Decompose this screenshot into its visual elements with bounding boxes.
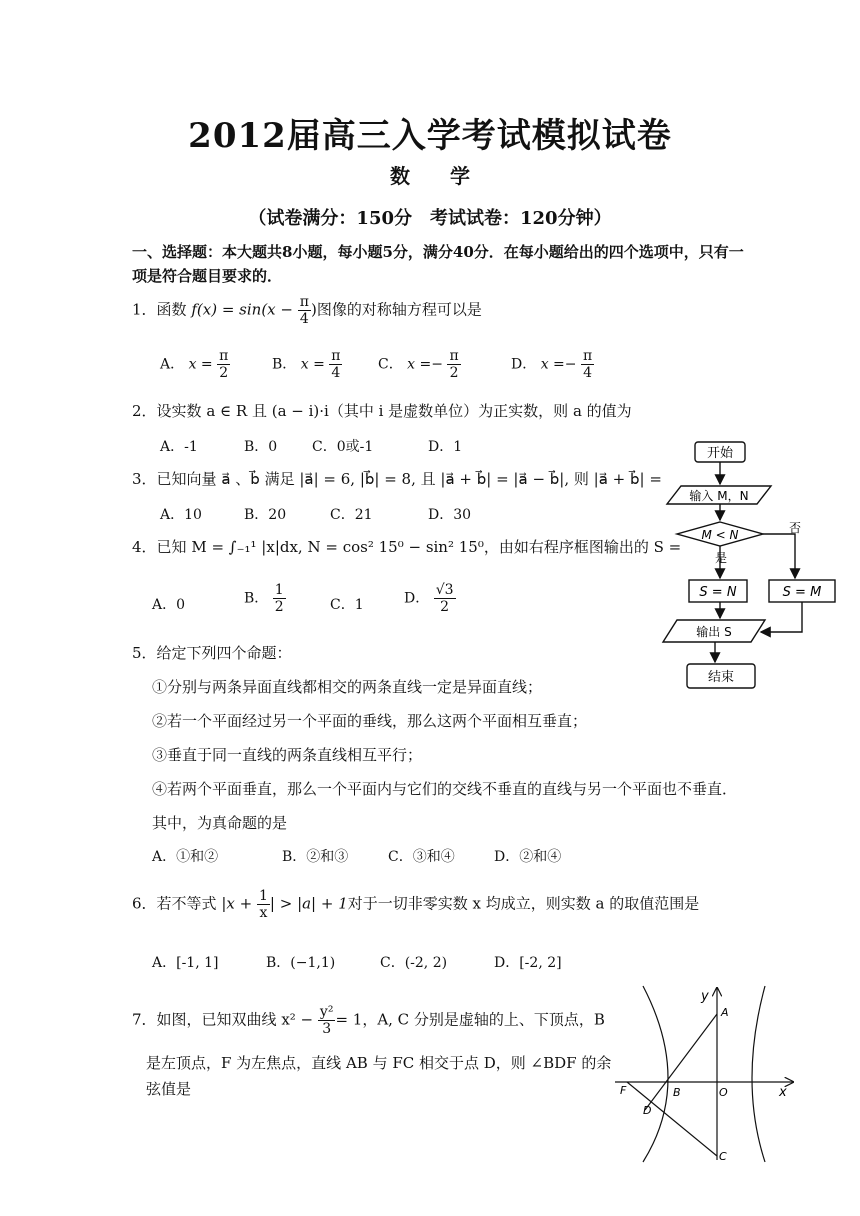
flow-no-label: 否 [789,521,802,535]
question-6: 6．若不等式 |x + $\frac{1}{x}$ | > |a| + 1对于一切非零实数 x 均成立，则实数 a 的取值范围是 [132,888,700,921]
q3-option-c[interactable]: C．21 [330,507,373,523]
q5-option-a[interactable]: A．①和② [152,849,219,865]
question-7: 7．如图，已知双曲线 x² − $\frac{\text{y²}}{3}$ = 1，A, C 分别是虚轴的上、下顶点，B [132,1004,605,1037]
q2-option-d[interactable]: D．1 [428,439,463,455]
label-d: D [643,1104,652,1117]
q1-option-a[interactable]: A． x = $\frac{\pi}{2}$ [160,348,229,381]
q7-line-3: 弦值是 [146,1080,192,1098]
question-4: 4．已知 M = ∫₋₁¹ |x|dx, N = cos² 15⁰ − sin² 15⁰，由如右程序框图输出的 S = [132,538,682,556]
flow-assign-m: S = M [782,585,822,600]
q1-pre: 函数 [156,300,187,319]
label-c: C [719,1150,727,1163]
exam-subject: 数学 [390,164,510,188]
flow-input: 输入 M，N [689,489,749,503]
q7-line-2: 是左顶点，F 为左焦点，直线 AB 与 FC 相交于点 D，则 ∠BDF 的余 [146,1054,612,1072]
q5-proposition-4: ④若两个平面垂直，那么一个平面内与它们的交线不垂直的直线与另一个平面也不垂直． [152,780,738,798]
q1-func: f(x) = sin(x − [191,300,293,319]
q2-option-b[interactable]: B．0 [244,439,278,455]
q1-fraction: $\frac{\pi}{4}$ [299,294,309,327]
q4-option-a[interactable]: A．0 [152,597,186,613]
label-f: F [620,1084,627,1097]
q3-option-d[interactable]: D．30 [428,507,472,523]
exam-meta: （试卷满分：150分 考试试卷：120分钟） [248,208,612,229]
q4-option-b[interactable]: B． $\frac{1}{2}$ [244,582,284,615]
q6-option-c[interactable]: C．(-2, 2) [380,955,448,971]
question-number: 1． [132,300,157,319]
label-a: A [721,1006,729,1019]
flow-yes-label: 是 [715,551,728,565]
q5-proposition-2: ②若一个平面经过另一个平面的垂线，那么这两个平面相互垂直； [152,712,588,730]
q1-option-c[interactable]: C． x =− $\frac{\pi}{2}$ [378,348,459,381]
q3-option-b[interactable]: B．20 [244,507,287,523]
q5-which: 其中，为真命题的是 [152,814,288,832]
section-intro: 一、选择题：本大题共8小题，每小题5分，满分40分．在每小题给出的四个选项中，只有一项是符合题目要求的． [132,243,744,285]
q5-option-c[interactable]: C．③和④ [388,849,455,865]
exam-title: 2012届高三入学考试模拟试卷 [188,116,672,156]
q5-option-b[interactable]: B．②和③ [282,849,349,865]
hyperbola-figure [615,982,800,1166]
label-o: O [719,1086,728,1099]
q3-option-a[interactable]: A．10 [160,507,202,523]
label-y: y [701,989,709,1004]
q5-proposition-1: ①分别与两条异面直线都相交的两条直线一定是异面直线； [152,678,543,696]
flow-condition: M < N [701,528,739,542]
q1-option-d[interactable]: D． x =− $\frac{\pi}{4}$ [511,348,593,381]
q2-option-c[interactable]: C．0或-1 [312,439,374,455]
question-1: 1．函数 f(x) = sin(x − $\frac{\pi}{4}$ )图像的对称轴方程可以是 [132,294,482,327]
flow-start: 开始 [706,446,734,461]
flow-end: 结束 [707,670,735,685]
flow-assign-n: S = N [699,585,737,600]
q6-option-b[interactable]: B．(−1,1) [266,955,336,971]
q5-proposition-3: ③垂直于同一直线的两条直线相互平行； [152,746,423,764]
q4-option-c[interactable]: C．1 [330,597,364,613]
label-x: x [779,1085,787,1100]
q2-option-a[interactable]: A．-1 [160,439,198,455]
question-2: 2．设实数 a ∈ R 且 (a − i)·i（其中 i 是虚数单位）为正实数，则 a 的值为 [132,402,632,420]
question-5: 5．给定下列四个命题： [132,644,292,662]
q1-option-b[interactable]: B． x = $\frac{\pi}{4}$ [272,348,341,381]
label-b: B [673,1086,681,1099]
question-3: 3．已知向量 a⃗ 、b⃗ 满足 |a⃗| = 6, |b⃗| = 8, 且 |a⃗ + b⃗| = |a⃗ − b⃗|, 则 |a⃗ + b⃗| = [132,470,662,488]
q6-option-d[interactable]: D．[-2, 2] [494,955,562,971]
q1-post: 图像的对称轴方程可以是 [316,300,482,319]
q5-option-d[interactable]: D．②和④ [494,849,562,865]
q4-option-d[interactable]: D． $\frac{√3}{2}$ [404,582,454,615]
flow-output: 输出 S [696,625,732,639]
q6-option-a[interactable]: A．[-1, 1] [152,955,219,971]
program-flowchart [655,436,855,698]
